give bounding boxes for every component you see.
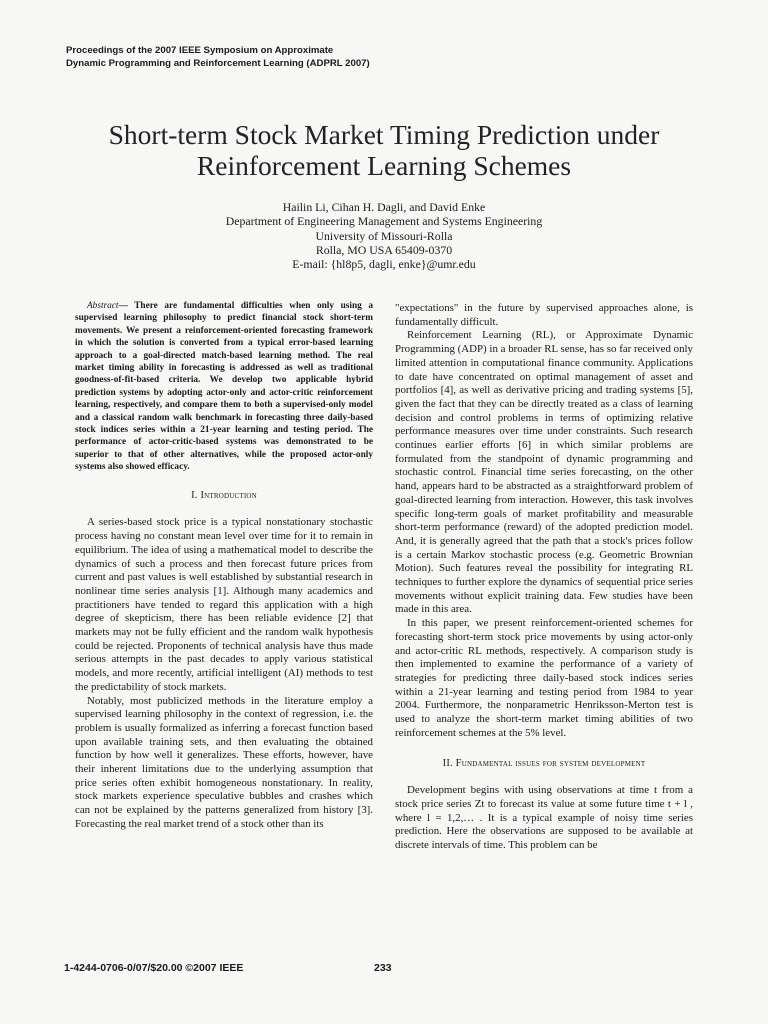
section-2-heading: II. Fundamental issues for system development — [442, 757, 646, 769]
author-names: Hailin Li, Cihan H. Dagli, and David Enke — [282, 200, 486, 214]
right-paragraph-continued: "expectations" in the future by supervised approaches alone, is fundamentally difficult. — [395, 302, 693, 328]
section-1-paragraph-1: A series-based stock price is a typical nonstationary stochastic process having no constant mean level over time for it to remain in equilibrium. The idea of using a mathematical model to describe the dynamics of such a process and then forecast future prices from current and past values is well established by substantial research in nonlinear time series analysis [1]. Although many academics and practitioners have tended to regard this application with a high degree of skepticism, there has been reliable evidence [2] that markets may not be fully efficient and the random walk hypothesis could be rejected. Proponents of technical analysis have thus made serious attempts in the past decades to apply various statistical models, and more recently, artificial intelligent (AI) methods to test the predictability of stock markets. — [75, 516, 373, 693]
page-number: 233 — [374, 962, 392, 974]
author-department: Department of Engineering Management and Systems Engineering — [225, 214, 543, 229]
abstract-label: Abstract — [87, 301, 119, 311]
proceedings-line-2: Dynamic Programming and Reinforcement Learning (ADPRL 2007) — [66, 58, 370, 69]
right-column — [395, 302, 693, 853]
author-email: E-mail: {hl8p5, dagli, enke}@umr.edu — [292, 257, 476, 272]
abstract-text: — There are fundamental difficulties when only using a supervised learning philosophy to predict financial stock short-term movements. We present a reinforcement-oriented forecasting framework in which the solution is converted from a typical error-based learning approach to a goal-directed match-based learning method. The real market timing ability in forecasting is addressed as well as traditional goodness-of-fit-based criteria. We develop two applicable hybrid prediction systems by adopting actor-only and actor-critic reinforcement learning, respectively, and compare them to both a supervised-only model and a classical random walk benchmark in forecasting three daily-based stock indices series within a 21-year learning and testing period. The performance of actor-critic-based systems was demonstrated to be superior to that of other alternatives, while the proposed actor-only systems also showed efficacy. — [75, 301, 373, 473]
author-university: University of Missouri-Rolla — [315, 228, 453, 243]
section-2-paragraph-1: Development begins with using observations at time t from a stock price series Zt to forecast its value at some future time t + l , where l = 1,2,… . It is a typical example of noisy time series prediction. Here the observations are supposed to be available at discrete intervals of time. This problem can be — [395, 784, 693, 852]
right-paragraph-2: In this paper, we present reinforcement-oriented schemes for forecasting short-term stock price movements by using actor-only and actor-critic RL methods, respectively. A comparison study is then implemented to examine the performance of a variety of strategies for predicting three daily-based stock indices series within a 21-year learning and testing period from 1984 to year 2004. Furthermore, the nonparametric Henriksson-Merton test is used to analyze the short-term market timing abilities of two reinforcement schemes at the 5% level. — [395, 617, 693, 739]
title-line-2: Reinforcement Learning Schemes — [196, 150, 572, 181]
right-paragraph-1: Reinforcement Learning (RL), or Approximate Dynamic Programming (ADP) in a broader RL sense, has so far received only limited attention in computational finance community. Applications to date have concentrated on optimal management of asset and portfolios [4], as well as derivative pricing and trading systems [5], given the fact that they can be directly treated as a class of learning decision and control problems in terms of optimizing relative performance measures over time under constraints. Such research continues earlier efforts [6] in which similar problems are formulated from the standpoint of dynamic programming and stochastic control. Financial time series forecasting, on the other hand, appears hard to be abstracted as a straightforward problem of goal-directed learning from interaction. However, this task involves specific long-term goals of market profitability and measurable short-term performance (reward) of the adopted prediction model. And, it is generally agreed that the path that a stock's prices follow is a certain Markov stochastic process (e.g. Geometric Brownian Motion). Such features reveal the possibility for integrating RL techniques to further explore the dynamics of sequential price series movements without explicit training data. Few studies have been made in this area. — [395, 329, 693, 616]
author-block — [100, 200, 668, 271]
left-column — [75, 300, 373, 832]
footer-isbn: 1-4244-0706-0/07/$20.00 ©2007 IEEE — [64, 962, 244, 974]
abstract — [75, 300, 373, 474]
title-line-1: Short-term Stock Market Timing Prediction under — [108, 119, 660, 150]
section-1-paragraph-2: Notably, most publicized methods in the literature employ a supervised learning philosophy in the context of regression, i.e. the problem is usually formalized as inferring a forecast function based upon available training sets, and then evaluating the obtained function by how well it generalizes. These efforts, however, have their inherent limitations due to the underlying assumption that price series often exhibit homogeneous nonstationary. In reality, stock markets experience speculative bubbles and crashes which can not be explained by the patterns generalized from history [3]. Forecasting the real market trend of a stock other than its — [75, 694, 373, 830]
section-1-heading: I. Introduction — [191, 489, 257, 501]
paper-title — [40, 119, 728, 181]
proceedings-header — [66, 44, 466, 70]
proceedings-line-1: Proceedings of the 2007 IEEE Symposium on Approximate — [66, 45, 334, 56]
author-address: Rolla, MO USA 65409-0370 — [315, 242, 453, 257]
